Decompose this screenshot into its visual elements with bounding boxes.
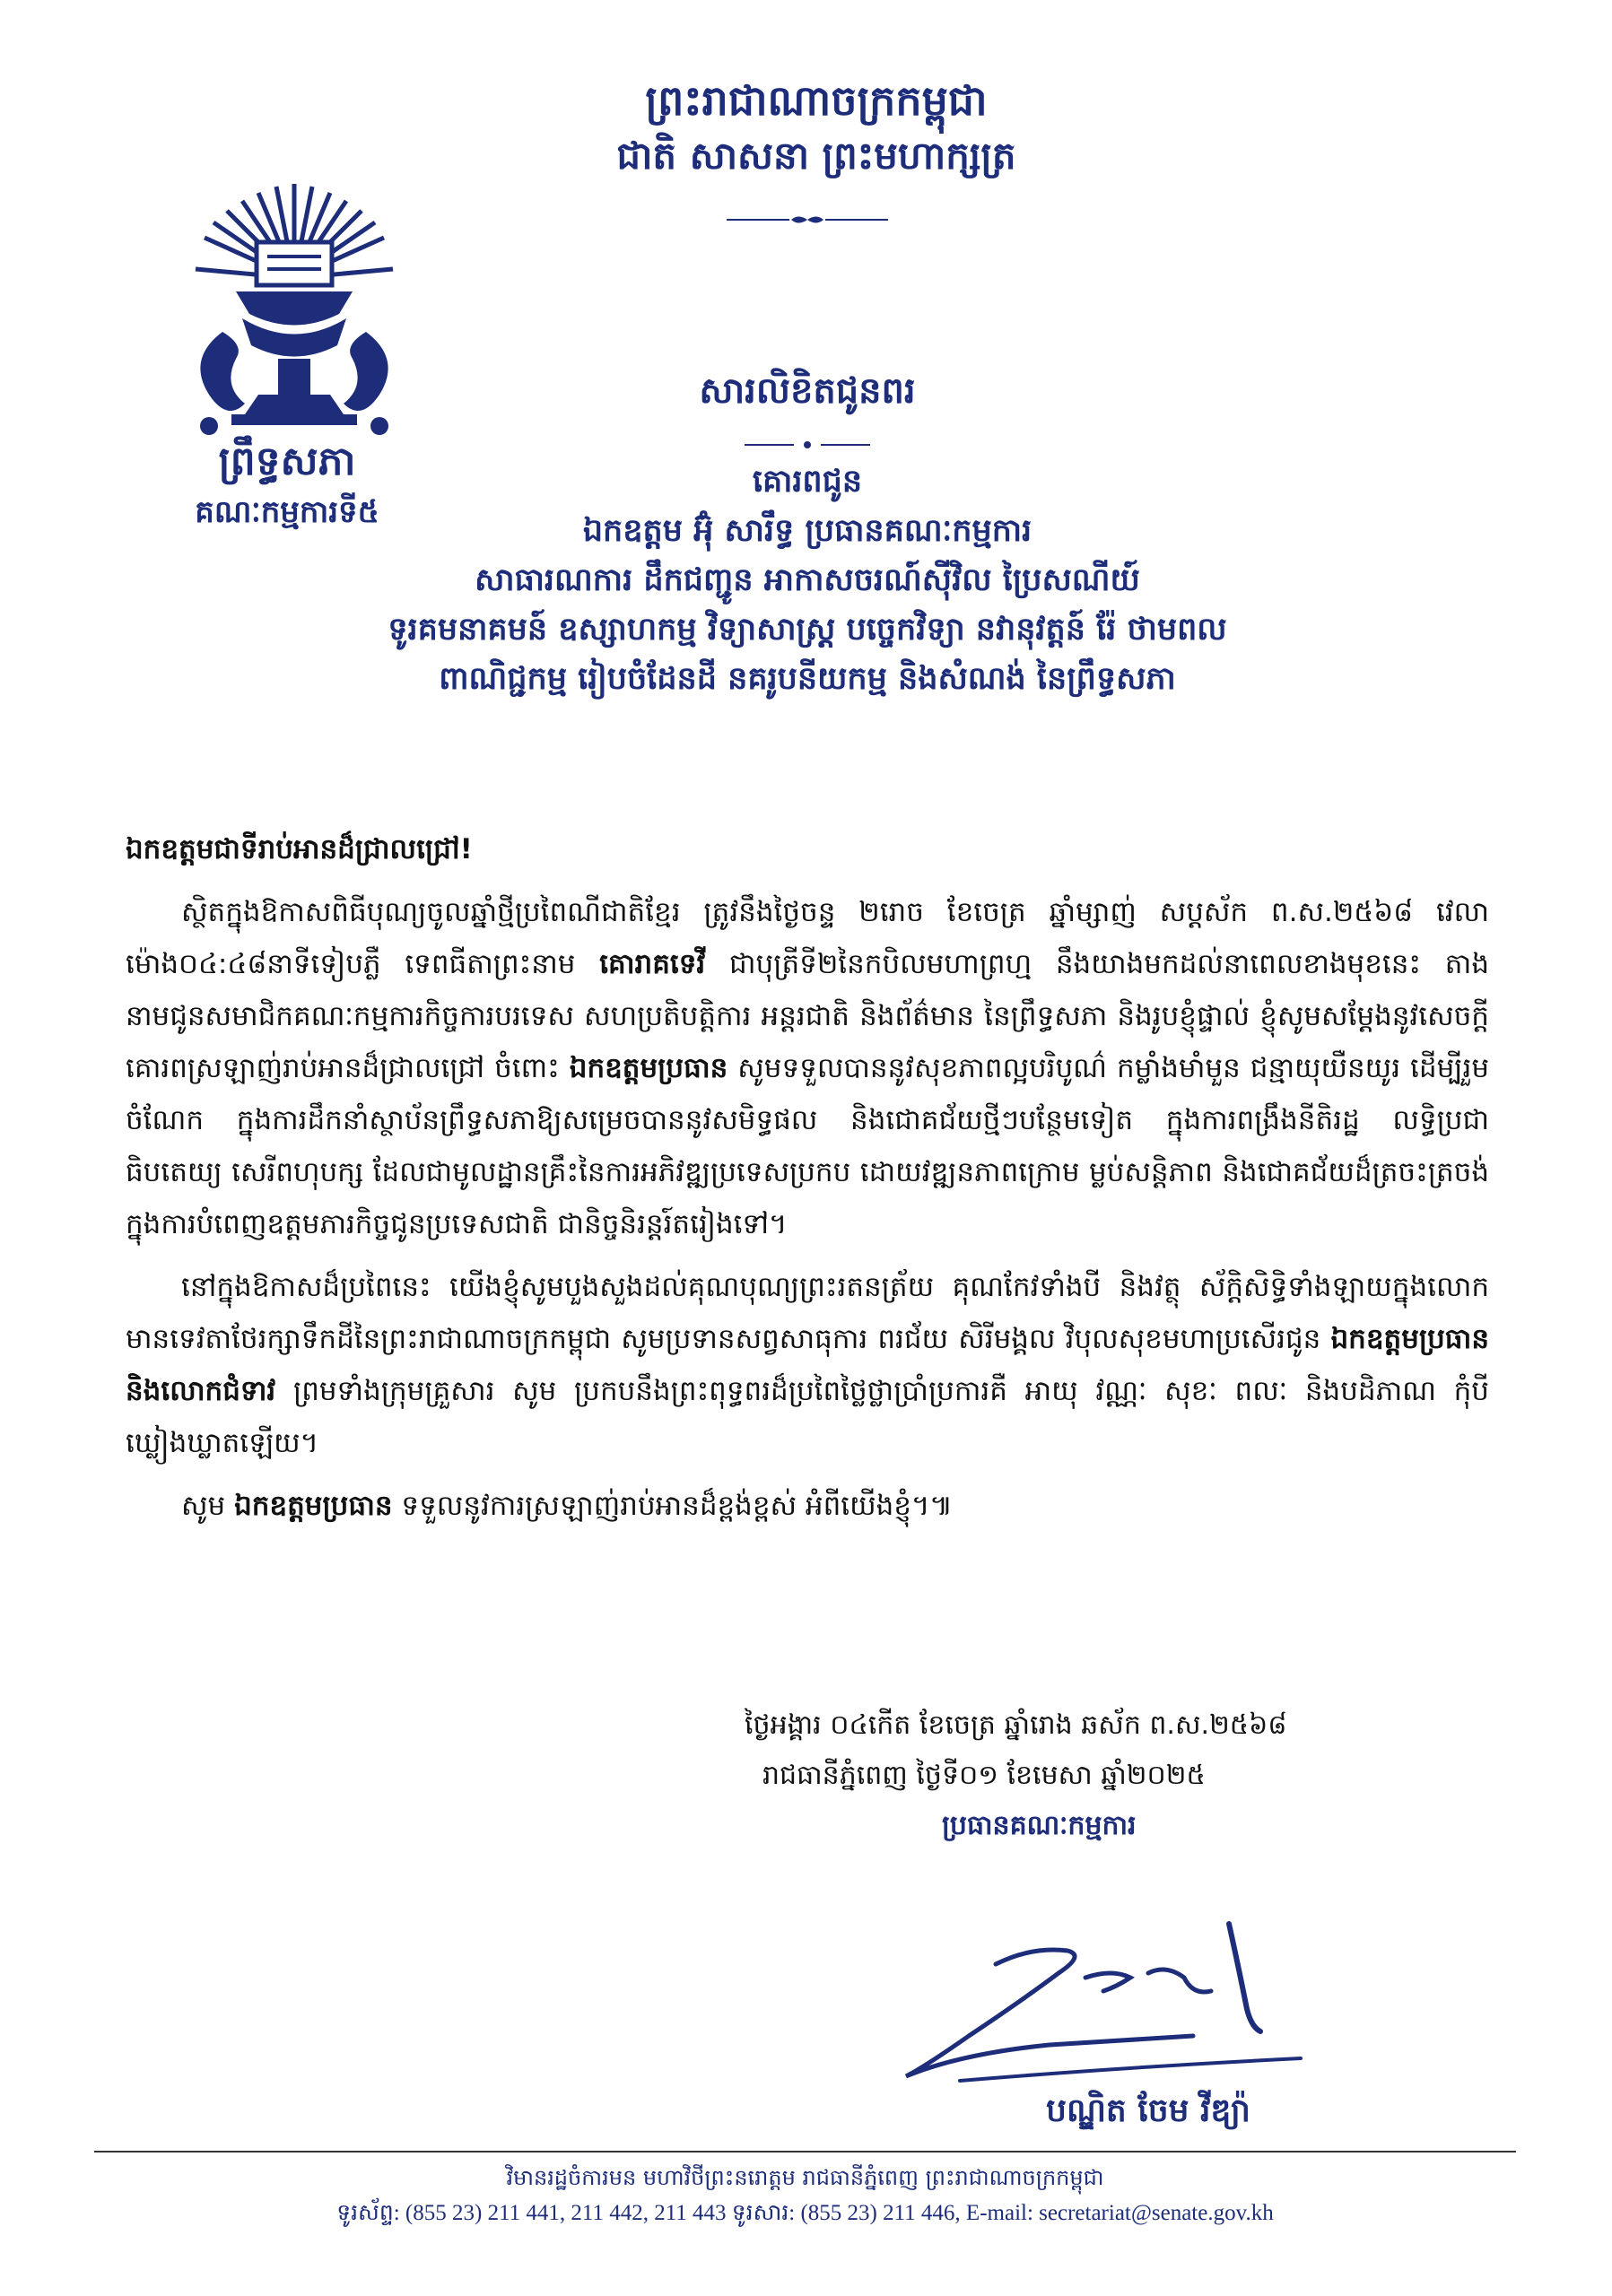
- text: នៅក្នុងឱកាសដ៏ប្រពៃនេះ យើងខ្ញុំសូមបួងសួងដល់គុណបុណ្យព្រះរតនត្រ័យ គុណកែវទាំងបី និងវត្ថុ ស័ក្តិសិទ្ធិទាំងឡាយក្នុងលោក មានទេវតាថែរក្សាទឹកដីនៃព្រះរាជាណាចក្រកម្ពុជា សូមប្រទានសព្វសាធុការ ពរជ័យ សិរីមង្គល វិបុលសុខមហាប្រសើរជូន: [126, 1271, 1489, 1355]
- paragraph-3: [126, 1480, 1489, 1532]
- closing-block: [691, 1700, 1498, 1851]
- emphasis: គោរាគទេវី: [599, 948, 706, 980]
- emphasis: ឯកឧត្តមប្រធាន និងលោកជំទាវ: [126, 1323, 1489, 1407]
- kingdom-name: ព្រះរាជាណាចក្រកម្ពុជា: [645, 76, 988, 125]
- recipient-block: [161, 457, 1453, 704]
- national-motto: ជាតិ សាសនា ព្រះមហាក្សត្រ: [616, 134, 1016, 178]
- committee-name: គណៈកម្មការទី៥: [195, 494, 379, 530]
- solar-date: រាជធានីភ្នំពេញ ថ្ងៃទី០១ ខែមេសា ឆ្នាំ២០២៥: [762, 1760, 1206, 1791]
- footer-contact: ទូរស័ព្ទ: (855 23) 211 441, 211 442, 211 443 ទូរសារ: (855 23) 211 446, E-mail: secretariat@senate.gov.kh: [336, 2201, 1274, 2225]
- text: ជាបុត្រីទី២នៃកបិលមហាព្រហ្ម នឹងយាងមកដល់នាពេលខាងមុខនេះ តាងនាមជូនសមាជិកគណៈកម្មការកិច្ចការបរទេស សហប្រតិបត្តិការ អន្តរជាតិ និងព័ត៌មាន នៃព្រឹទ្ធសភា និងរូបខ្ញុំផ្ទាល់ ខ្ញុំសូមសម្តែងនូវសេចក្តីគោរពស្រឡាញ់រាប់អានដ៏ជ្រាលជ្រៅ ចំពោះ: [126, 948, 1490, 1084]
- title-divider: [745, 439, 870, 450]
- recipient-line: ឯកឧត្តម អ៊ុំ សារឹទ្ធ ប្រធានគណៈកម្មការ: [582, 513, 1033, 549]
- emphasis: ឯកឧត្តមប្រធាន: [234, 1490, 393, 1522]
- text: ស្ថិតក្នុងឱកាសពិធីបុណ្យចូលឆ្នាំថ្មីប្រពៃណីជាតិខ្មែរ ត្រូវនឹងថ្ងៃចន្ទ ២រោច ខែចេត្រ ឆ្នាំម្សាញ់ សប្តស័ក ព.ស.២៥៦៨ វេលាម៉ោង០៤:៤៨នាទីទៀបភ្លឺ ទេពធីតាព្រះនាម: [126, 896, 1489, 980]
- senate-emblem-icon: [160, 179, 429, 448]
- salutation: គោរពជូន: [752, 464, 863, 500]
- text: សូម: [181, 1490, 235, 1522]
- footer-divider: [94, 2151, 1516, 2152]
- paragraph-2: [126, 1261, 1489, 1469]
- text: ព្រមទាំងក្រុមគ្រួសារ សូម ប្រកបនឹងព្រះពុទ្ធពរដ៏ប្រពៃថ្លៃថ្លាប្រាំប្រការគឺ អាយុ វណ្ណៈ សុខៈ ពលៈ និងបដិភាណ កុំបីឃ្លៀងឃ្លាតឡើយ។: [126, 1375, 1489, 1459]
- greeting: ឯកឧត្តមជាទីរាប់អានដ៏ជ្រាលជ្រៅ!: [126, 833, 473, 865]
- emphasis: ឯកឧត្តមប្រធាន: [569, 1052, 728, 1084]
- text: សូមទទួលបាននូវសុខភាពល្អបរិបូណ៌ កម្លាំងមាំមួន ជន្មាយុយឺនយូរ ដើម្បីរួមចំណែក ក្នុងការដឹកនាំស្ថាប័នព្រឹទ្ធសភាឱ្យសម្រេចបាននូវសមិទ្ធផល និងជោគជ័យថ្មីៗបន្ថែមទៀត ក្នុងការពង្រឹងនីតិរដ្ឋ លទ្ធិប្រជាធិបតេយ្យ សេរីពហុបក្ស ដែលជាមូលដ្ឋានគ្រឹះនៃការអភិវឌ្ឍប្រទេសប្រកប ដោយវឌ្ឍនភាពក្រោម ម្លប់សន្តិភាព និងជោគជ័យដ៏ត្រចះត្រចង់ក្នុងការបំពេញឧត្តមភារកិច្ចជូនប្រទេសជាតិ ជានិច្ចនិរន្តរ៍តរៀងទៅ។: [126, 1052, 1489, 1240]
- signer-name: បណ្ឌិត ចែម វីឌ្យ៉ា: [1046, 2092, 1250, 2129]
- paragraph-1: [126, 886, 1489, 1250]
- recipient-line: ពាណិជ្ជកម្ម រៀបចំដែនដី នគរូបនីយកម្ម និងសំណង់ នៃព្រឹទ្ធសភា: [439, 661, 1176, 697]
- text: ទទួលនូវការស្រឡាញ់រាប់អានដ៏ខ្ពង់ខ្ពស់ អំពីយើងខ្ញុំ។៕: [392, 1490, 954, 1522]
- signature-image: [852, 1910, 1319, 2090]
- letterhead: [502, 72, 1130, 183]
- lunar-date: ថ្ងៃអង្គារ ០៤កើត ខែចេត្រ ឆ្នាំរោង ឆស័ក ព.ស.២៥៦៨: [745, 1709, 1287, 1741]
- footer-address: វិមានរដ្ឋចំការមន មហាវិថីព្រះនរោត្តម រាជធានីភ្នំពេញ ព្រះរាជាណាចក្រកម្ពុជា: [506, 2165, 1104, 2190]
- letter-body: [126, 823, 1489, 1543]
- ornament-divider: [727, 213, 888, 226]
- document-title: សារលិខិតជូនពរ: [699, 370, 916, 412]
- signer-title: ប្រធានគណៈកម្មការ: [942, 1810, 1137, 1841]
- recipient-line: ទូរគមនាគមន៍ ឧស្សាហកម្ម វិទ្យាសាស្ត្រ បច្ចេកវិទ្យា នវានុវត្តន៍ រ៉ែ ថាមពល: [388, 612, 1227, 648]
- organization-name: ព្រឹទ្ធសភា: [218, 439, 356, 484]
- recipient-line: សាធារណការ ដឹកជញ្ជូន អាកាសចរណ៍ស៊ីវិល ប្រៃសណីយ៍: [475, 562, 1140, 598]
- footer: [94, 2160, 1516, 2231]
